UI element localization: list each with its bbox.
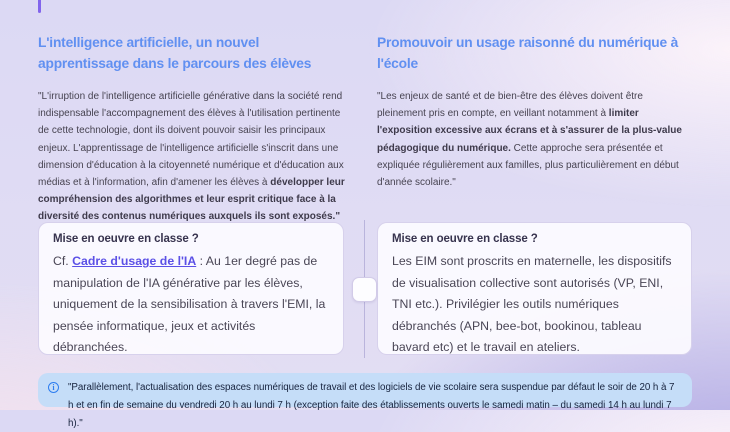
- text-cursor-bar: [38, 0, 41, 13]
- cadre-usage-ia-link[interactable]: Cadre d'usage de l'IA: [72, 254, 197, 268]
- card-left-body-prefix: Cf.: [53, 254, 73, 268]
- section-heading-ai: L'intelligence artificielle, un nouvel apprentissage dans le parcours des élèves: [38, 35, 312, 71]
- section-body-usage: [377, 88, 692, 191]
- section-reasoned-usage: [377, 33, 692, 225]
- card-classroom-left: [38, 222, 344, 355]
- info-icon: i: [48, 382, 59, 393]
- section-heading-usage: Promouvoir un usage raisonné du numérique à l'école: [377, 35, 679, 71]
- section-body-usage-bold: limiter l'exposition excessive aux écrans et à s'assurer de la plus-value pédagogique du numérique.: [377, 108, 682, 154]
- section-body-ai-regular: "L'irruption de l'intelligence artificielle générative dans la société rend indispensable l'accompagnement des élèves à l'utilisation pertinente de cette technologie, dont ils doivent pouvoir saisir les principaux enjeux. L'apprentissage de l'intelligence artificielle s'inscrit dans une dimension d'éducation à la citoyenneté numérique et d'éducation aux médias et à l'information, afin d'amener les élèves à: [38, 90, 344, 188]
- section-body-ai: [38, 88, 345, 226]
- content-columns: [38, 33, 692, 225]
- card-left-body: [53, 251, 329, 359]
- section-body-ai-bold: développer leur compréhension des algorithmes et leur esprit critique face à la diversité des contenus numériques auxquels ils sont exposés.": [38, 176, 345, 223]
- section-ai-learning: [38, 33, 345, 225]
- section-body-usage-regular: "Les enjeux de santé et de bien-être des élèves doivent être pleinement pris en compte, en veillant notamment à: [377, 90, 643, 120]
- info-notice-text: "Parallèlement, l'actualisation des espaces numériques de travail et des logiciels de vie scolaire sera suspendue par défaut le soir de 20 h à 7 h et en fin de semaine du vendredi 20 h au lundi 7 h (exception faite des établissements ouverts le samedi matin – du samedi 14 h au lundi 7 h).": [68, 382, 675, 429]
- card-left-body-after-link: : Au 1er degré pas de manipulation de l'IA générative par les élèves, uniquement de la sensibilisation à travers l'EMI, la pensée informatique, jeux et activités débranchées.: [53, 254, 326, 355]
- column-resize-handle[interactable]: [352, 277, 377, 302]
- card-right-title: Mise en oeuvre en classe ?: [392, 233, 538, 245]
- info-notice-banner: [38, 373, 692, 429]
- card-classroom-right: [377, 222, 692, 355]
- section-body-usage-end: Cette approche sera présentée et expliquée régulièrement aux familles, plus particulièrement en début d'année scolaire.": [377, 142, 679, 188]
- card-right-body: Les EIM sont proscrits en maternelle, les dispositifs de visualisation collective sont autorisés (VP, ENI, TNI etc.). Privilégier les outils numériques débranchés (APN, bee-bot, bookinou, tableau bavard etc) et le travail en ateliers.: [392, 254, 672, 355]
- card-left-title: Mise en oeuvre en classe ?: [53, 233, 199, 245]
